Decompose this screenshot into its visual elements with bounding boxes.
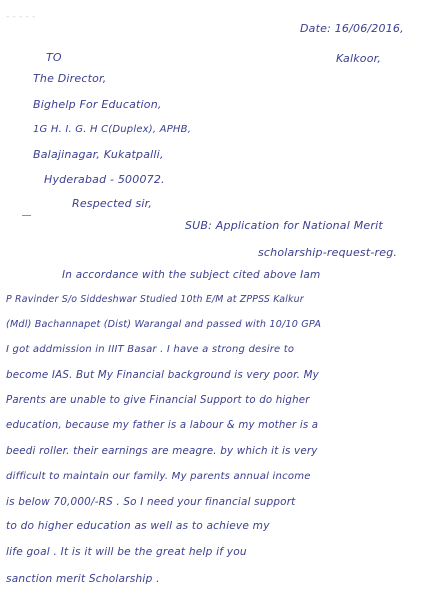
address-line-5: Hyderabad - 500072. <box>44 173 165 186</box>
subject-line-1: SUB: Application for National Merit <box>185 219 383 232</box>
body-line-8: beedi roller. their earnings are meagre. by which it is very <box>6 445 318 457</box>
margin-mark <box>22 215 31 216</box>
corner-mark: - - - - - <box>6 12 36 22</box>
body-line-1: In accordance with the subject cited above Iam <box>62 269 321 281</box>
subject-line-2: scholarship-request-reg. <box>258 246 398 259</box>
body-line-6: Parents are unable to give Financial Support to do higher <box>6 395 310 406</box>
body-line-9: difficult to maintain our family. My parents annual income <box>6 471 311 482</box>
to-label: TO <box>46 51 62 64</box>
body-line-10: is below 70,000/-RS . So I need your financial support <box>6 496 296 508</box>
body-line-11: to do higher education as well as to achieve my <box>6 520 270 532</box>
address-line-3: 1G H. I. G. H C(Duplex), APHB, <box>33 124 192 135</box>
address-line-1: The Director, <box>33 72 107 85</box>
letter-place: Kalkoor, <box>336 52 382 65</box>
body-line-12: life goal . It is it will be the great help if you <box>6 546 247 558</box>
body-line-3: (Mdl) Bachannapet (Dist) Warangal and passed with 10/10 GPA <box>6 319 322 330</box>
body-line-4: I got addmission in IIIT Basar . I have a strong desire to <box>6 344 295 355</box>
address-line-4: Balajinagar, Kukatpalli, <box>33 148 164 161</box>
body-line-13: sanction merit Scholarship . <box>6 573 160 585</box>
body-line-2: P Ravinder S/o Siddeshwar Studied 10th E/M at ZPPSS Kalkur <box>6 294 304 305</box>
body-line-5: become IAS. But My Financial background is very poor. My <box>6 369 319 381</box>
body-line-7: education, because my father is a labour & my mother is a <box>6 420 319 431</box>
address-line-2: Bighelp For Education, <box>33 98 162 111</box>
letter-date: Date: 16/06/2016, <box>300 22 404 35</box>
salutation: Respected sir, <box>72 197 153 210</box>
